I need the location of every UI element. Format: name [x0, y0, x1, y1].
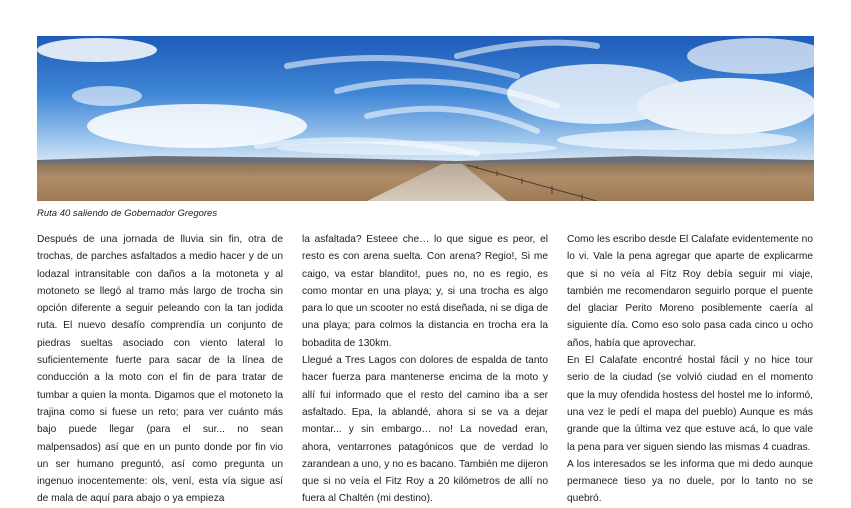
paragraph: A los interesados se les informa que mi dedo aunque permanece tieso ya no duele, por lo tanto no se quebró. [567, 458, 813, 505]
paragraph: En El Calafate encontré hostal fácil y no hice tour serio de la ciudad (se volvió ciudad en el momento que la muy ofendida hostess del hostel me lo informó, una vez le pedí el mapa del pueblo) Aunque es más grande que la última vez que estuve acá, lo que vale la pena para ver siguen siendo las mismas 4 cuadras. [567, 355, 813, 453]
paragraph: Llegué a Tres Lagos con dolores de espalda de tanto hacer fuerza para mantenerse encima de la moto y allí fui informado que el resto del camino iba a ser asfaltado. Epa, la ablandé, ahora si se va a dejar montar... y sin embargo… no! La novedad eran, ahora, ventarrones patagónicos que de verdad lo zarandean a uno, y no es bacano. También me dijeron que si no veía el Fitz Roy a 20 kilómetros de allí no fuera al Chaltén (mi destino). [302, 355, 548, 505]
paragraph: Después de una jornada de lluvia sin fin, otra de trochas, de parches asfaltados a medio hacer y de un lodazal intransitable con daños a la motoneta y al motoneto se llegó al tramo más largo de trocha sin opción diferente a seguir peleando con la tan jodida ruta. El nuevo desafío comprendía un conjunto de piedras sueltas asociado con viento lateral lo suficientemente fuerte para sacar de la línea de conducción a la moto con el fin de para tratar de tumbar a quien la monta. Digamos que el motoneto la trajina como si fuese un reto; para ver cuánto más bajo puede llegar (para el sur... no sean malpensados) así que en un punto donde por fin vio un ser humano preguntó, así como pregunta un ingenuo inocentemente: ols, vení, esta vía sigue así de mala de aquí para abajo o ya empieza [37, 234, 283, 505]
paragraph: la asfaltada? Esteee che… lo que sigue es peor, el resto es con arena suelta. Con arena? Regio!, Si me caigo, va estar blandito!, pues no, no es regio, es como montar en una playa; y, si una trocha es algo para lo que un scooter no está diseñada, ni se diga de una playa; para colmos la distancia en trocha era la bobadita de 130km. [302, 234, 548, 349]
text-column-1 [37, 231, 283, 508]
photo-caption: Ruta 40 saliendo de Gobernador Gregores [37, 208, 218, 219]
paragraph: Como les escribo desde El Calafate evidentemente no lo vi. Vale la pena agregar que aparte de explicarme que si no veía al Fitz Roy debía seguir mi viaje, también me recomendaron seguirlo porque el puente del glaciar Perito Moreno posiblemente caería al siguiente día. Como eso solo pasa cada cinco u ocho años, había que aprovechar. [567, 234, 813, 349]
text-column-3 [567, 231, 813, 508]
landscape-photo [37, 36, 814, 201]
text-column-2 [302, 231, 548, 508]
